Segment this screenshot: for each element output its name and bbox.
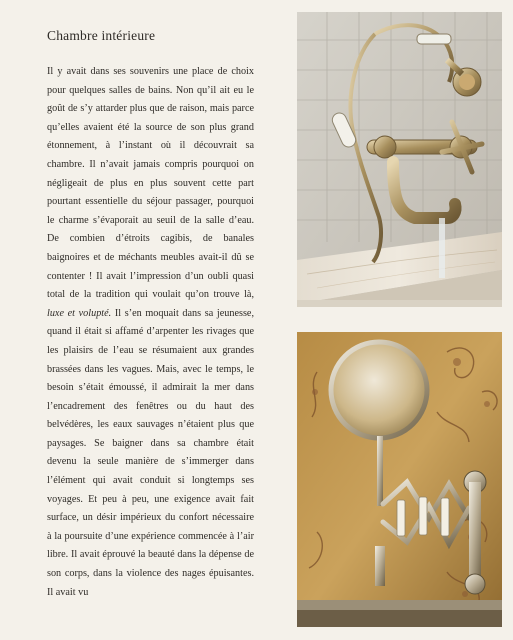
article-body: [47, 63, 254, 602]
text-column: [47, 28, 254, 602]
wall-mirror-illustration: [297, 332, 502, 627]
bath-tap-illustration: [297, 12, 502, 307]
body-text-part-1: Il y avait dans ses souvenirs une place de choix pour quelques salles de bains. Non qu’il ait eu le goût de s’y attarder plus que de raison, mais parce qu’elles avaient été la source de son plus grand étonnement, à l’instant où il découvrait sa chambre. Il n’avait jamais compris pourquoi on négligeait de plus en plus souvent cette part pourtant essentielle du séjour passager, pourquoi le charme s’évaporait au seuil de la salle d’eau. De combien d’étroits cagibis, de banales baignoires et de méchants meubles avait-il dû se contenter ! Il avait l’impression d’un oubli quasi total de la tradition qui voulait qu’on trouve là,: [47, 66, 254, 301]
photo-bath-tap: [297, 12, 502, 307]
body-text-part-2: Il s’en moquait dans sa jeunesse, quand il était si affamé d’arpenter les rivages que les plaisirs de l’eau se résumaient aux grandes brassées dans les vagues. Mais, avec le temps, le besoin s’était émoussé, il admirait la mer dans l’encadrement des fenêtres ou du haut des belvédères, les eaux sauvages n’étaient plus que paysages. Se baigner dans sa chambre était devenu la seule manière de s’immerger dans l’élément qui avait conduit si longtemps ses voyages. Et peu à peu, une exigence avait fait surface, un désir impérieux du confort nécessaire à la poursuite d’une expérience commencée à l’air libre. Il avait éprouvé la beauté dans la dépense de son corps, dans la violence des nages épuisantes. Il avait vu: [47, 307, 254, 598]
page-title: Chambre intérieure: [47, 28, 156, 43]
photo-wall-mirror: [297, 332, 502, 627]
body-text-italic: luxe et volupté.: [47, 307, 112, 319]
